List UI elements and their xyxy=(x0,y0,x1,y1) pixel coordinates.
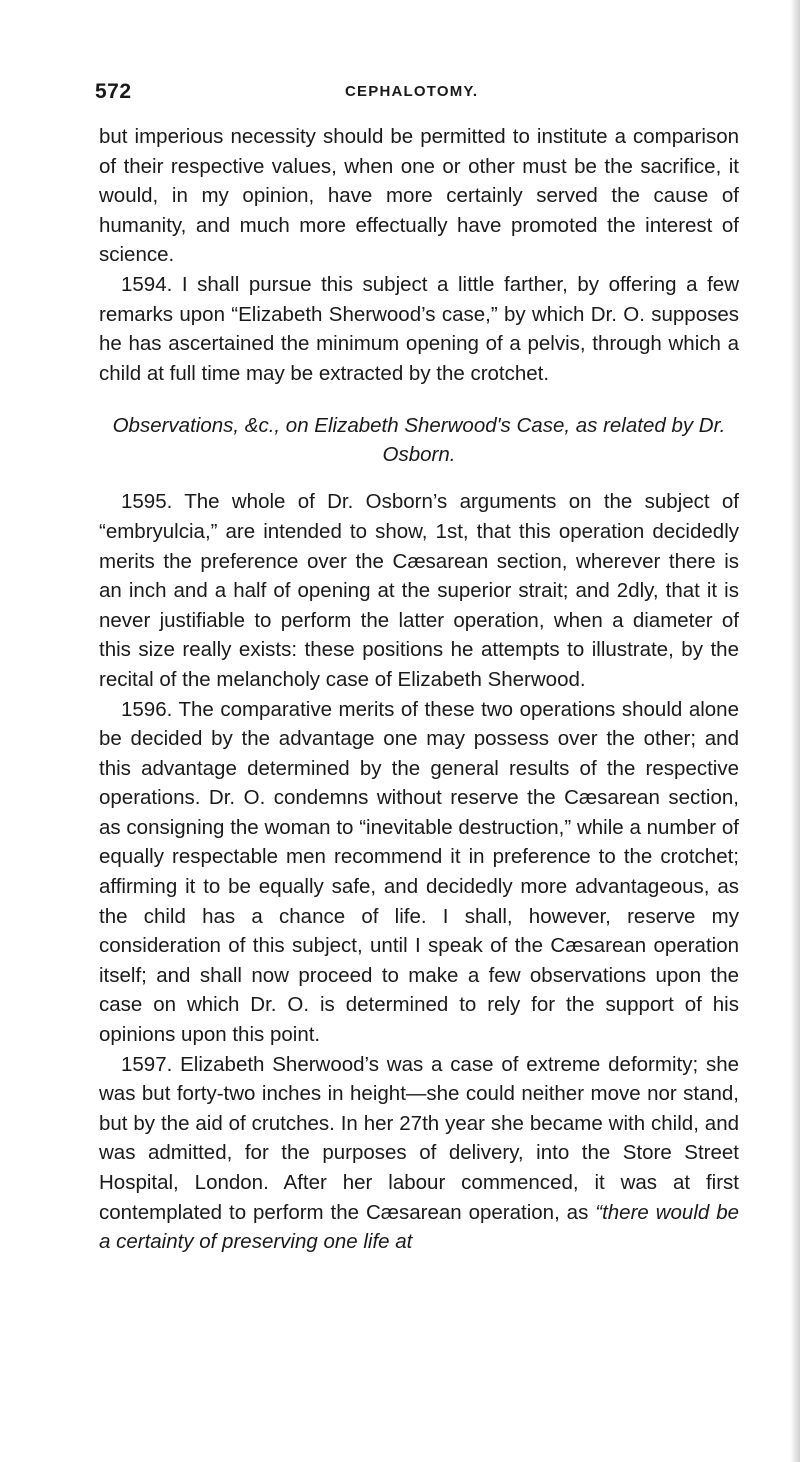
scan-edge-shadow xyxy=(790,0,800,1462)
running-title: CEPHALOTOMY. xyxy=(345,83,479,100)
section-heading: Observations, &c., on Elizabeth Sherwood's Case, as related by Dr. Osborn. xyxy=(112,414,726,467)
paragraph-1597-text: 1597. Elizabeth Sherwood’s was a case of extreme deformity; she was but forty-two inches in height—she could neither move nor stand, but by the aid of crutches. In her 27th year she became with child, and was admitted, for the purposes of delivery, into the Store Street Hospital, London. After her labour commenced, it was at first contemplated to perform the Cæsarean operation, as xyxy=(99,1052,739,1224)
paragraph-1596: 1596. The comparative merits of these two operations should alone be decided by the advantage one may possess over the other; and this advantage determined by the general results of the respective operations. Dr. O. condemns without reserve the Cæsarean section, as consigning the woman to “inevitable destruction,” while a number of equally respectable men recommend it in preference to the crotchet; affirming it to be equally safe, and decidedly more advantageous, as the child has a chance of life. I shall, however, reserve my consideration of this subject, until I speak of the Cæsarean operation itself; and shall now proceed to make a few observations upon the case on which Dr. O. is determined to rely for the support of his opinions upon this point. xyxy=(99,697,739,1047)
paragraph-1597 xyxy=(99,1050,739,1257)
page-header xyxy=(95,80,735,110)
page-number: 572 xyxy=(95,80,132,103)
closing-quote: “there would be a certainty of preserving one life at xyxy=(99,1200,739,1254)
body-text xyxy=(99,122,739,1257)
paragraph-continuation: but imperious necessity should be permitted to institute a comparison of their respective values, when one or other must be the sacrifice, it would, in my opinion, have more certainly served the cause of humanity, and much more effectually have promoted the interest of science. xyxy=(99,125,739,267)
paragraph-1594: 1594. I shall pursue this subject a little farther, by offering a few remarks upon “Elizabeth Sherwood’s case,” by which Dr. O. supposes he has ascertained the minimum opening of a pelvis, through which a child at full time may be extracted by the crotchet. xyxy=(99,272,739,385)
paragraph-1595: 1595. The whole of Dr. Osborn’s arguments on the subject of “embryulcia,” are intended to show, 1st, that this operation decidedly merits the preference over the Cæsarean section, wherever there is an inch and a half of opening at the superior strait; and 2dly, that it is never justifiable to perform the latter operation, when a diameter of this size really exists: these positions he attempts to illustrate, by the recital of the melancholy case of Elizabeth Sherwood. xyxy=(99,490,739,691)
